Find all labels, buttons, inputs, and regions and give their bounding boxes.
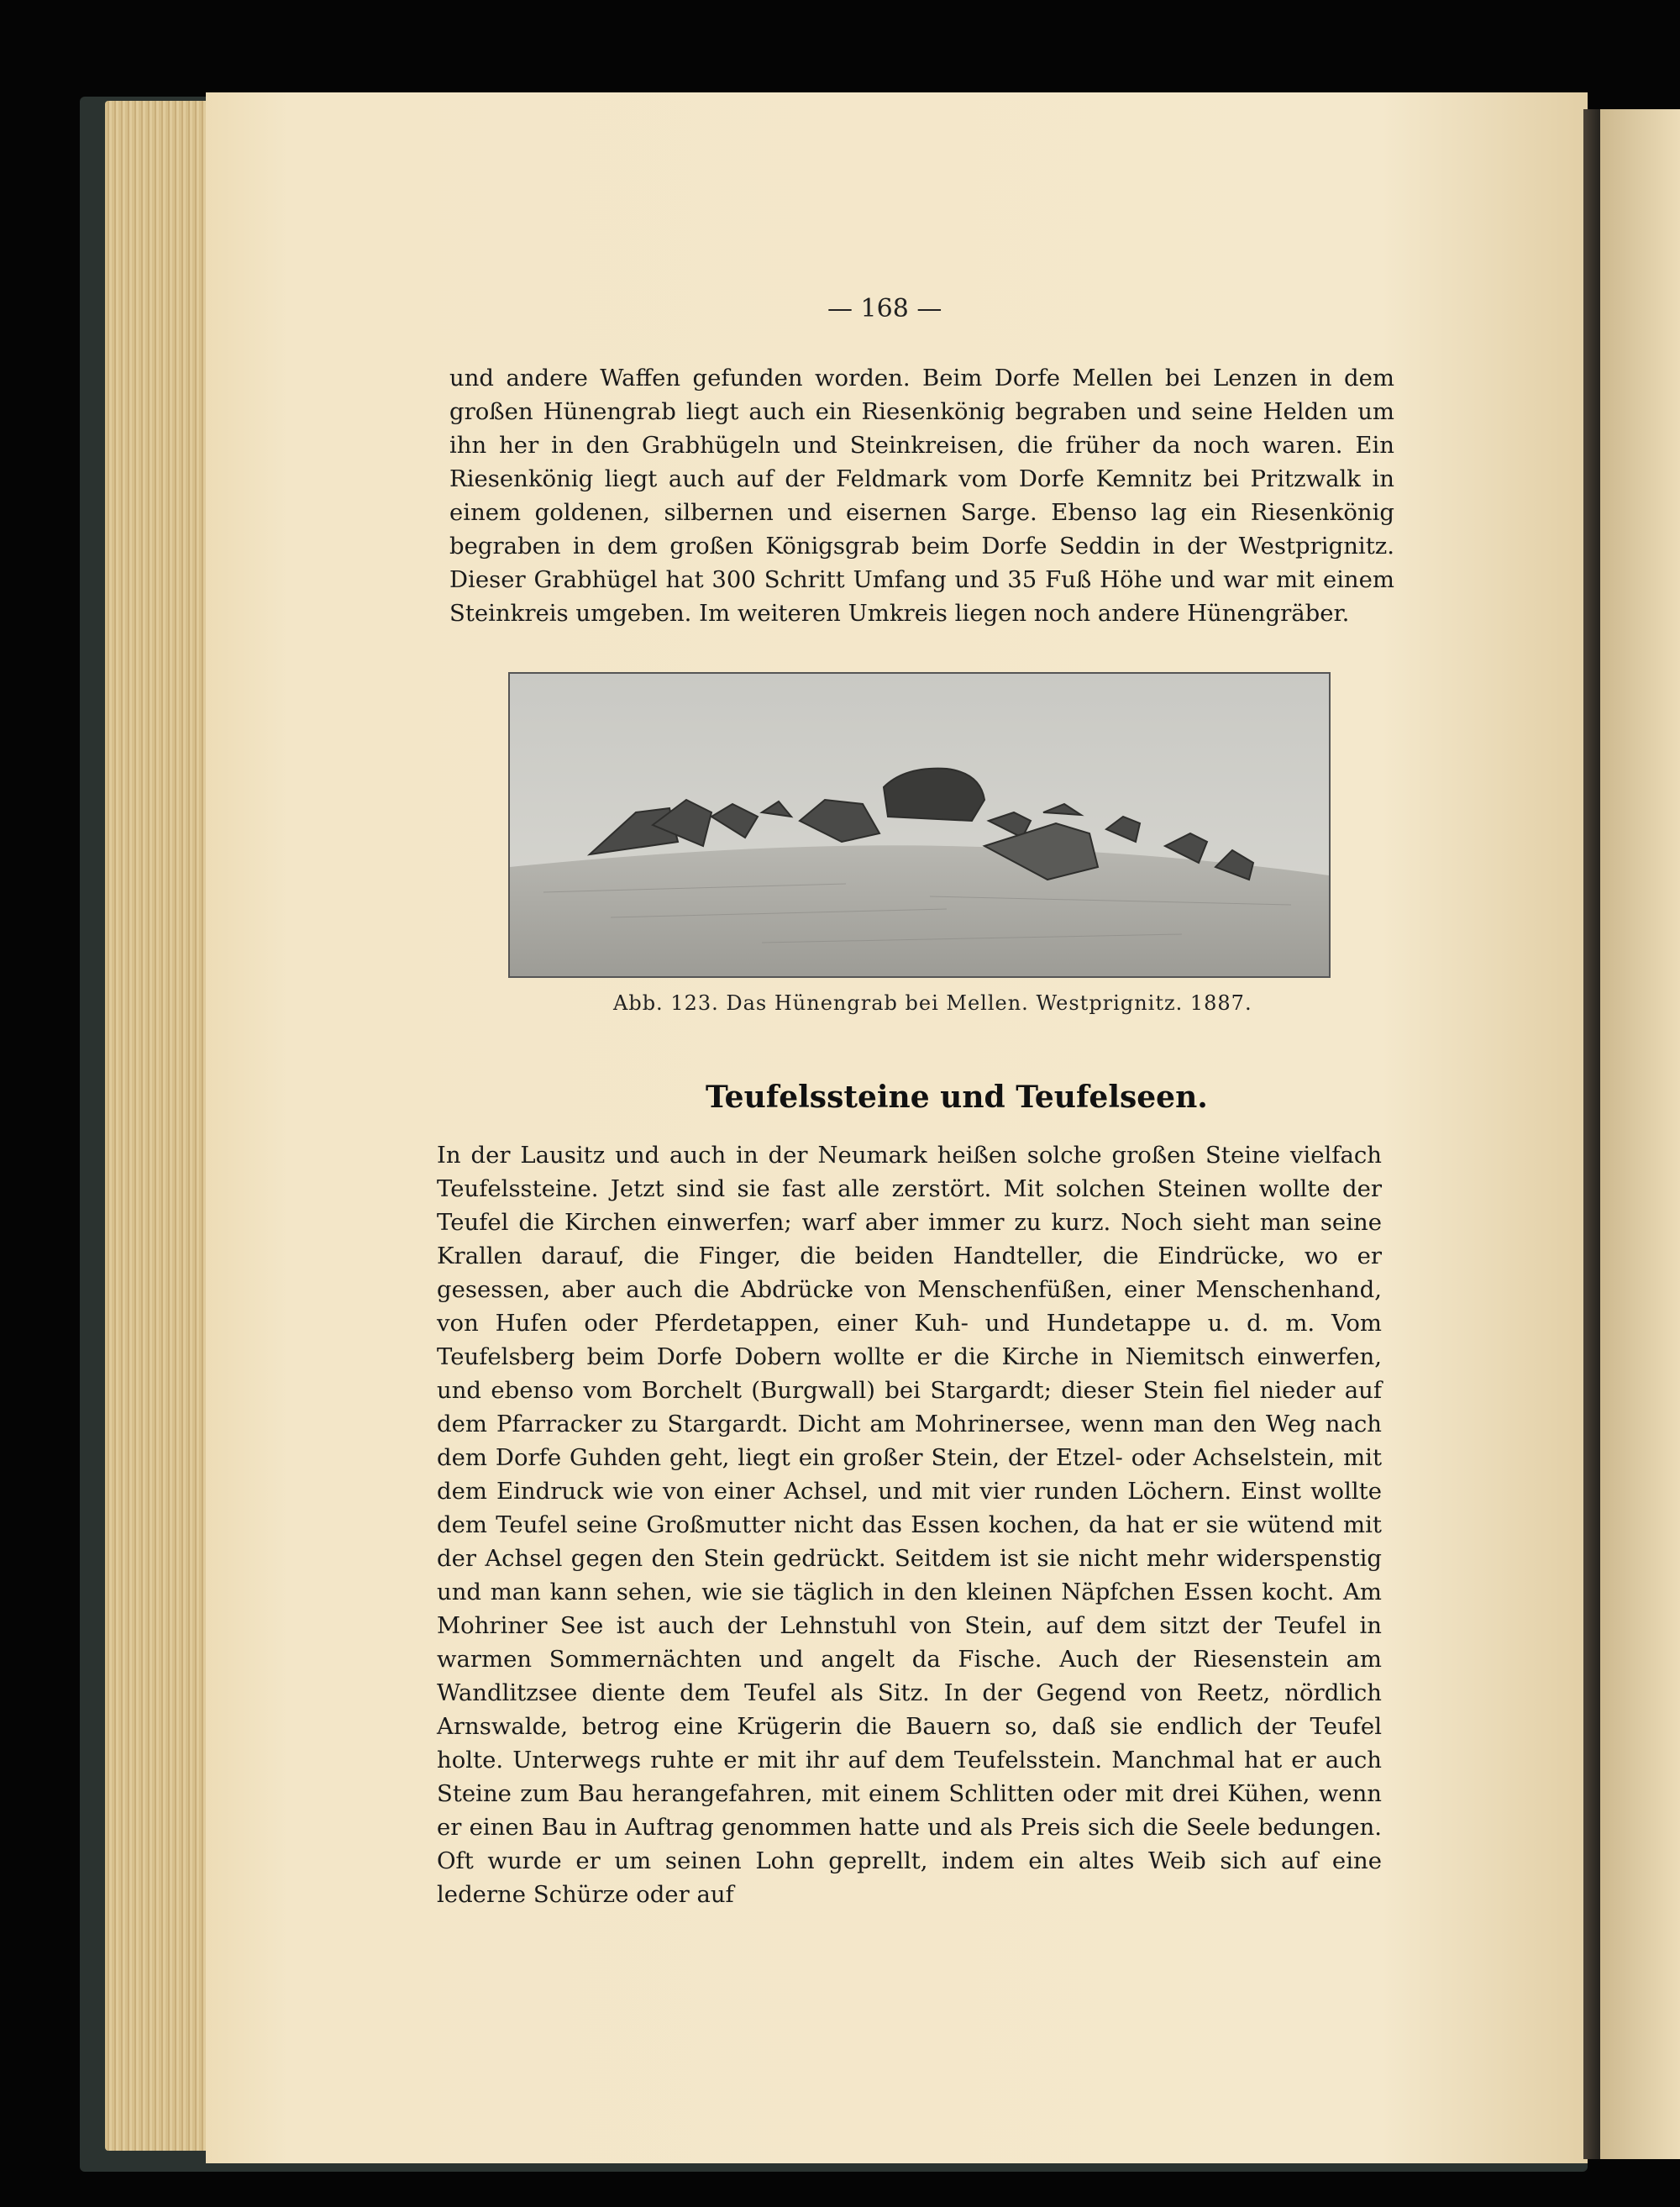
figure-caption: Abb. 123. Das Hünengrab bei Mellen. Westprignitz. 1887. — [613, 991, 1252, 1015]
paragraph-1: und andere Waffen gefunden worden. Beim Dorfe Mellen bei Lenzen in dem großen Hünengrab liegt auch ein Riesenkönig begraben und seine Helden um ihn her in den Grabhügeln und Steinkreisen, die früher da noch waren. Ein Riesenkönig liegt auch auf der Feldmark vom Dorfe Kemnitz bei Pritzwalk in einem goldenen, silbernen und eisernen Sarge. Ebenso lag ein Riesenkönig begraben in dem großen Königsgrab beim Dorfe Seddin in der Westprignitz. Dieser Grabhügel hat 300 Schritt Umfang und 35 Fuß Höhe und war mit einem Steinkreis umgeben. Im weiteren Umkreis liegen noch andere Hünengräber. — [449, 365, 1394, 627]
figure-huenengrab-illustration — [508, 672, 1331, 978]
page-number: — 168 — — [827, 294, 942, 323]
huenengrab-drawing — [510, 674, 1329, 976]
page-edges — [105, 101, 210, 2151]
next-page-edge — [1600, 109, 1680, 2159]
section-heading: Teufelssteine und Teufelseen. — [706, 1080, 1208, 1115]
paragraph-2: In der Lausitz und auch in der Neumark heißen solche großen Steine vielfach Teufelssteine. Jetzt sind sie fast alle zerstört. Mit solchen Steinen wollte der Teufel die Kirchen einwerfen; warf aber immer zu kurz. Noch sieht man seine Krallen darauf, die Finger, die beiden Handteller, die Eindrücke, wo er gesessen, aber auch die Abdrücke von Menschenfüßen, einer Menschenhand, von Hufen oder Pferdetappen, einer Kuh- und Hundetappe u. d. m. Vom Teufelsberg beim Dorfe Dobern wollte er die Kirche in Niemitsch einwerfen, und ebenso vom Borchelt (Burgwall) bei Stargardt; dieser Stein fiel nieder auf dem Pfarracker zu Stargardt. Dicht am Mohrinersee, wenn man den Weg nach dem Dorfe Guhden geht, liegt ein großer Stein, der Etzel- oder Achselstein, mit dem Eindruck wie von einer Achsel, und mit vier runden Löchern. Einst wollte dem Teufel seine Großmutter nicht das Essen kochen, da hat er sie wütend mit der Achsel gegen den Stein gedrückt. Seitdem ist sie nicht mehr widerspenstig und man kann sehen, wie sie täglich in den kleinen Näpfchen Essen kocht. Am Mohriner See ist auch der Lehnstuhl von Stein, auf dem sitzt der Teufel in warmen Sommernächten und angelt da Fische. Auch der Riesenstein am Wandlitzsee diente dem Teufel als Sitz. In der Gegend von Reetz, nördlich Arnswalde, betrog eine Krügerin die Bauern so, daß sie endlich der Teufel holte. Unterwegs ruhte er mit ihr auf dem Teufelsstein. Manchmal hat er auch Steine zum Bau herangefahren, mit einem Schlitten oder mit drei Kühen, wenn er einen Bau in Auftrag genommen hatte und als Preis sich die Seele bedungen. Oft wurde er um seinen Lohn geprellt, indem ein altes Weib sich auf eine lederne Schürze oder auf — [437, 1142, 1382, 1908]
